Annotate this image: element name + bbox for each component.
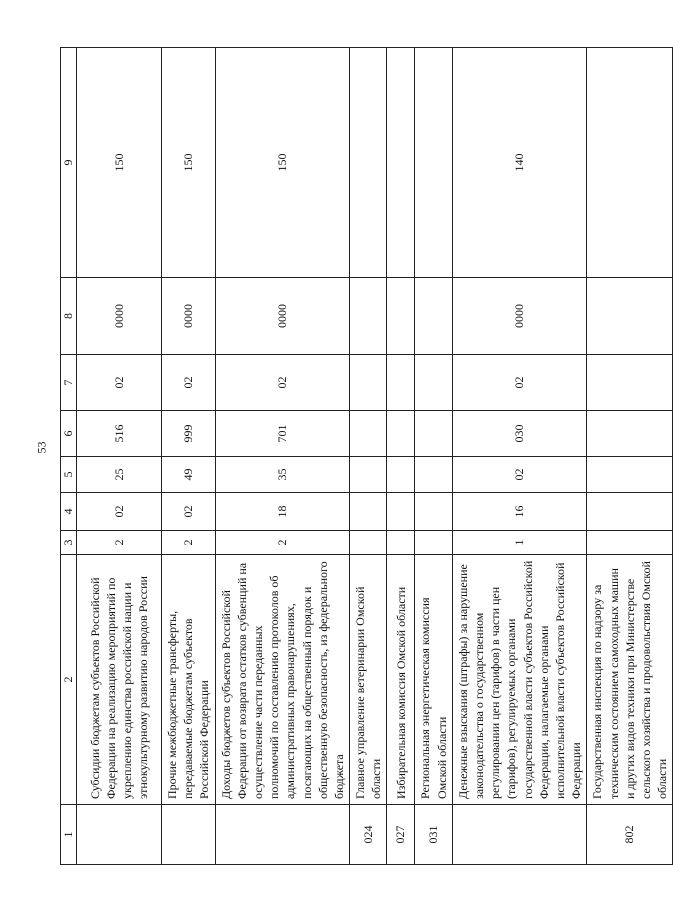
cell-c3: 1 xyxy=(452,531,587,555)
table-row xyxy=(350,48,387,865)
table-row xyxy=(587,48,673,865)
cell-c3: 2 xyxy=(215,531,350,555)
cell-c5 xyxy=(350,457,387,493)
cell-c6 xyxy=(350,411,387,457)
page-number: 53 xyxy=(34,441,49,454)
cell-c5 xyxy=(387,457,415,493)
cell-description: Избирательная комиссия Омской области xyxy=(387,555,415,805)
cell-description: Государственная инспекция по надзору за техническим состоянием самоходных машин и других видов техники при Министерстве сельского хозяйства и продовольствия Омской области xyxy=(587,555,673,805)
cell-c4 xyxy=(415,493,452,531)
cell-description: Главное управление ветеринарии Омской области xyxy=(350,555,387,805)
cell-c3: 2 xyxy=(162,531,216,555)
cell-admin-code xyxy=(162,805,216,865)
cell-c7 xyxy=(350,355,387,411)
cell-c9 xyxy=(587,48,673,278)
cell-c7 xyxy=(415,355,452,411)
header-col-8: 8 xyxy=(61,278,77,355)
cell-c6 xyxy=(387,411,415,457)
cell-c4 xyxy=(587,493,673,531)
cell-c9: 140 xyxy=(452,48,587,278)
cell-c9: 150 xyxy=(77,48,162,278)
table-header-row xyxy=(61,48,77,865)
header-col-3: 3 xyxy=(61,531,77,555)
cell-c6: 701 xyxy=(215,411,350,457)
cell-c9: 150 xyxy=(162,48,216,278)
table-row xyxy=(162,48,216,865)
table-row xyxy=(215,48,350,865)
header-col-2: 2 xyxy=(61,555,77,805)
cell-c6: 030 xyxy=(452,411,587,457)
header-col-1: 1 xyxy=(61,805,77,865)
cell-c8: 0000 xyxy=(452,278,587,355)
cell-c8 xyxy=(387,278,415,355)
table-row xyxy=(452,48,587,865)
cell-c6: 999 xyxy=(162,411,216,457)
cell-c5: 25 xyxy=(77,457,162,493)
cell-description: Прочие межбюджетные трансферты, передаваемые бюджетам субъектов Российской Федерации xyxy=(162,555,216,805)
header-col-9: 9 xyxy=(61,48,77,278)
cell-c8: 0000 xyxy=(77,278,162,355)
cell-c3 xyxy=(387,531,415,555)
cell-c9: 150 xyxy=(215,48,350,278)
cell-admin-code: 024 xyxy=(350,805,387,865)
header-col-7: 7 xyxy=(61,355,77,411)
cell-c5 xyxy=(415,457,452,493)
cell-c4: 02 xyxy=(77,493,162,531)
cell-c4 xyxy=(387,493,415,531)
cell-c7 xyxy=(587,355,673,411)
cell-c3 xyxy=(415,531,452,555)
cell-c6 xyxy=(415,411,452,457)
rotated-table-container xyxy=(60,48,670,865)
cell-description: Денежные взыскания (штрафы) за нарушение законодательства о государственном регулировании цен (тарифов) в части цен (тарифов), регулируемых органами государственной власти субъектов Российской Федерации, налагаемые органами исполнительной власти субъектов Российской Федерации xyxy=(452,555,587,805)
cell-c3: 2 xyxy=(77,531,162,555)
cell-admin-code: 031 xyxy=(415,805,452,865)
table-row xyxy=(387,48,415,865)
table-row xyxy=(77,48,162,865)
cell-c9 xyxy=(387,48,415,278)
cell-description: Региональная энергетическая комиссия Омской области xyxy=(415,555,452,805)
cell-c6: 516 xyxy=(77,411,162,457)
cell-c7: 02 xyxy=(452,355,587,411)
cell-c3 xyxy=(587,531,673,555)
header-col-4: 4 xyxy=(61,493,77,531)
header-col-5: 5 xyxy=(61,457,77,493)
cell-c8 xyxy=(587,278,673,355)
cell-admin-code: 802 xyxy=(587,805,673,865)
budget-codes-table xyxy=(60,47,673,865)
cell-c4: 18 xyxy=(215,493,350,531)
cell-c8: 0000 xyxy=(215,278,350,355)
cell-c5: 35 xyxy=(215,457,350,493)
cell-c9 xyxy=(350,48,387,278)
cell-c9 xyxy=(415,48,452,278)
cell-description: Субсидии бюджетам субъектов Российской Федерации на реализацию мероприятий по укреплению единства российской нации и этнокультурному развитию народов России xyxy=(77,555,162,805)
cell-c5: 49 xyxy=(162,457,216,493)
cell-c8 xyxy=(350,278,387,355)
cell-c7: 02 xyxy=(77,355,162,411)
cell-c4 xyxy=(350,493,387,531)
cell-c7 xyxy=(387,355,415,411)
cell-c6 xyxy=(587,411,673,457)
cell-admin-code xyxy=(77,805,162,865)
cell-c4: 02 xyxy=(162,493,216,531)
cell-c5: 02 xyxy=(452,457,587,493)
table-row xyxy=(415,48,452,865)
cell-admin-code: 027 xyxy=(387,805,415,865)
cell-c3 xyxy=(350,531,387,555)
cell-c8: 0000 xyxy=(162,278,216,355)
cell-c7: 02 xyxy=(162,355,216,411)
header-col-6: 6 xyxy=(61,411,77,457)
cell-admin-code xyxy=(452,805,587,865)
cell-c5 xyxy=(587,457,673,493)
cell-c8 xyxy=(415,278,452,355)
cell-description: Доходы бюджетов субъектов Российской Федерации от возврата остатков субвенций на осуществление части переданных полномочий по составлению протоколов об административных правонарушениях, посягающих на общественный порядок и общественную безопасность, из федерального бюджета xyxy=(215,555,350,805)
cell-c7: 02 xyxy=(215,355,350,411)
cell-admin-code xyxy=(215,805,350,865)
cell-c4: 16 xyxy=(452,493,587,531)
